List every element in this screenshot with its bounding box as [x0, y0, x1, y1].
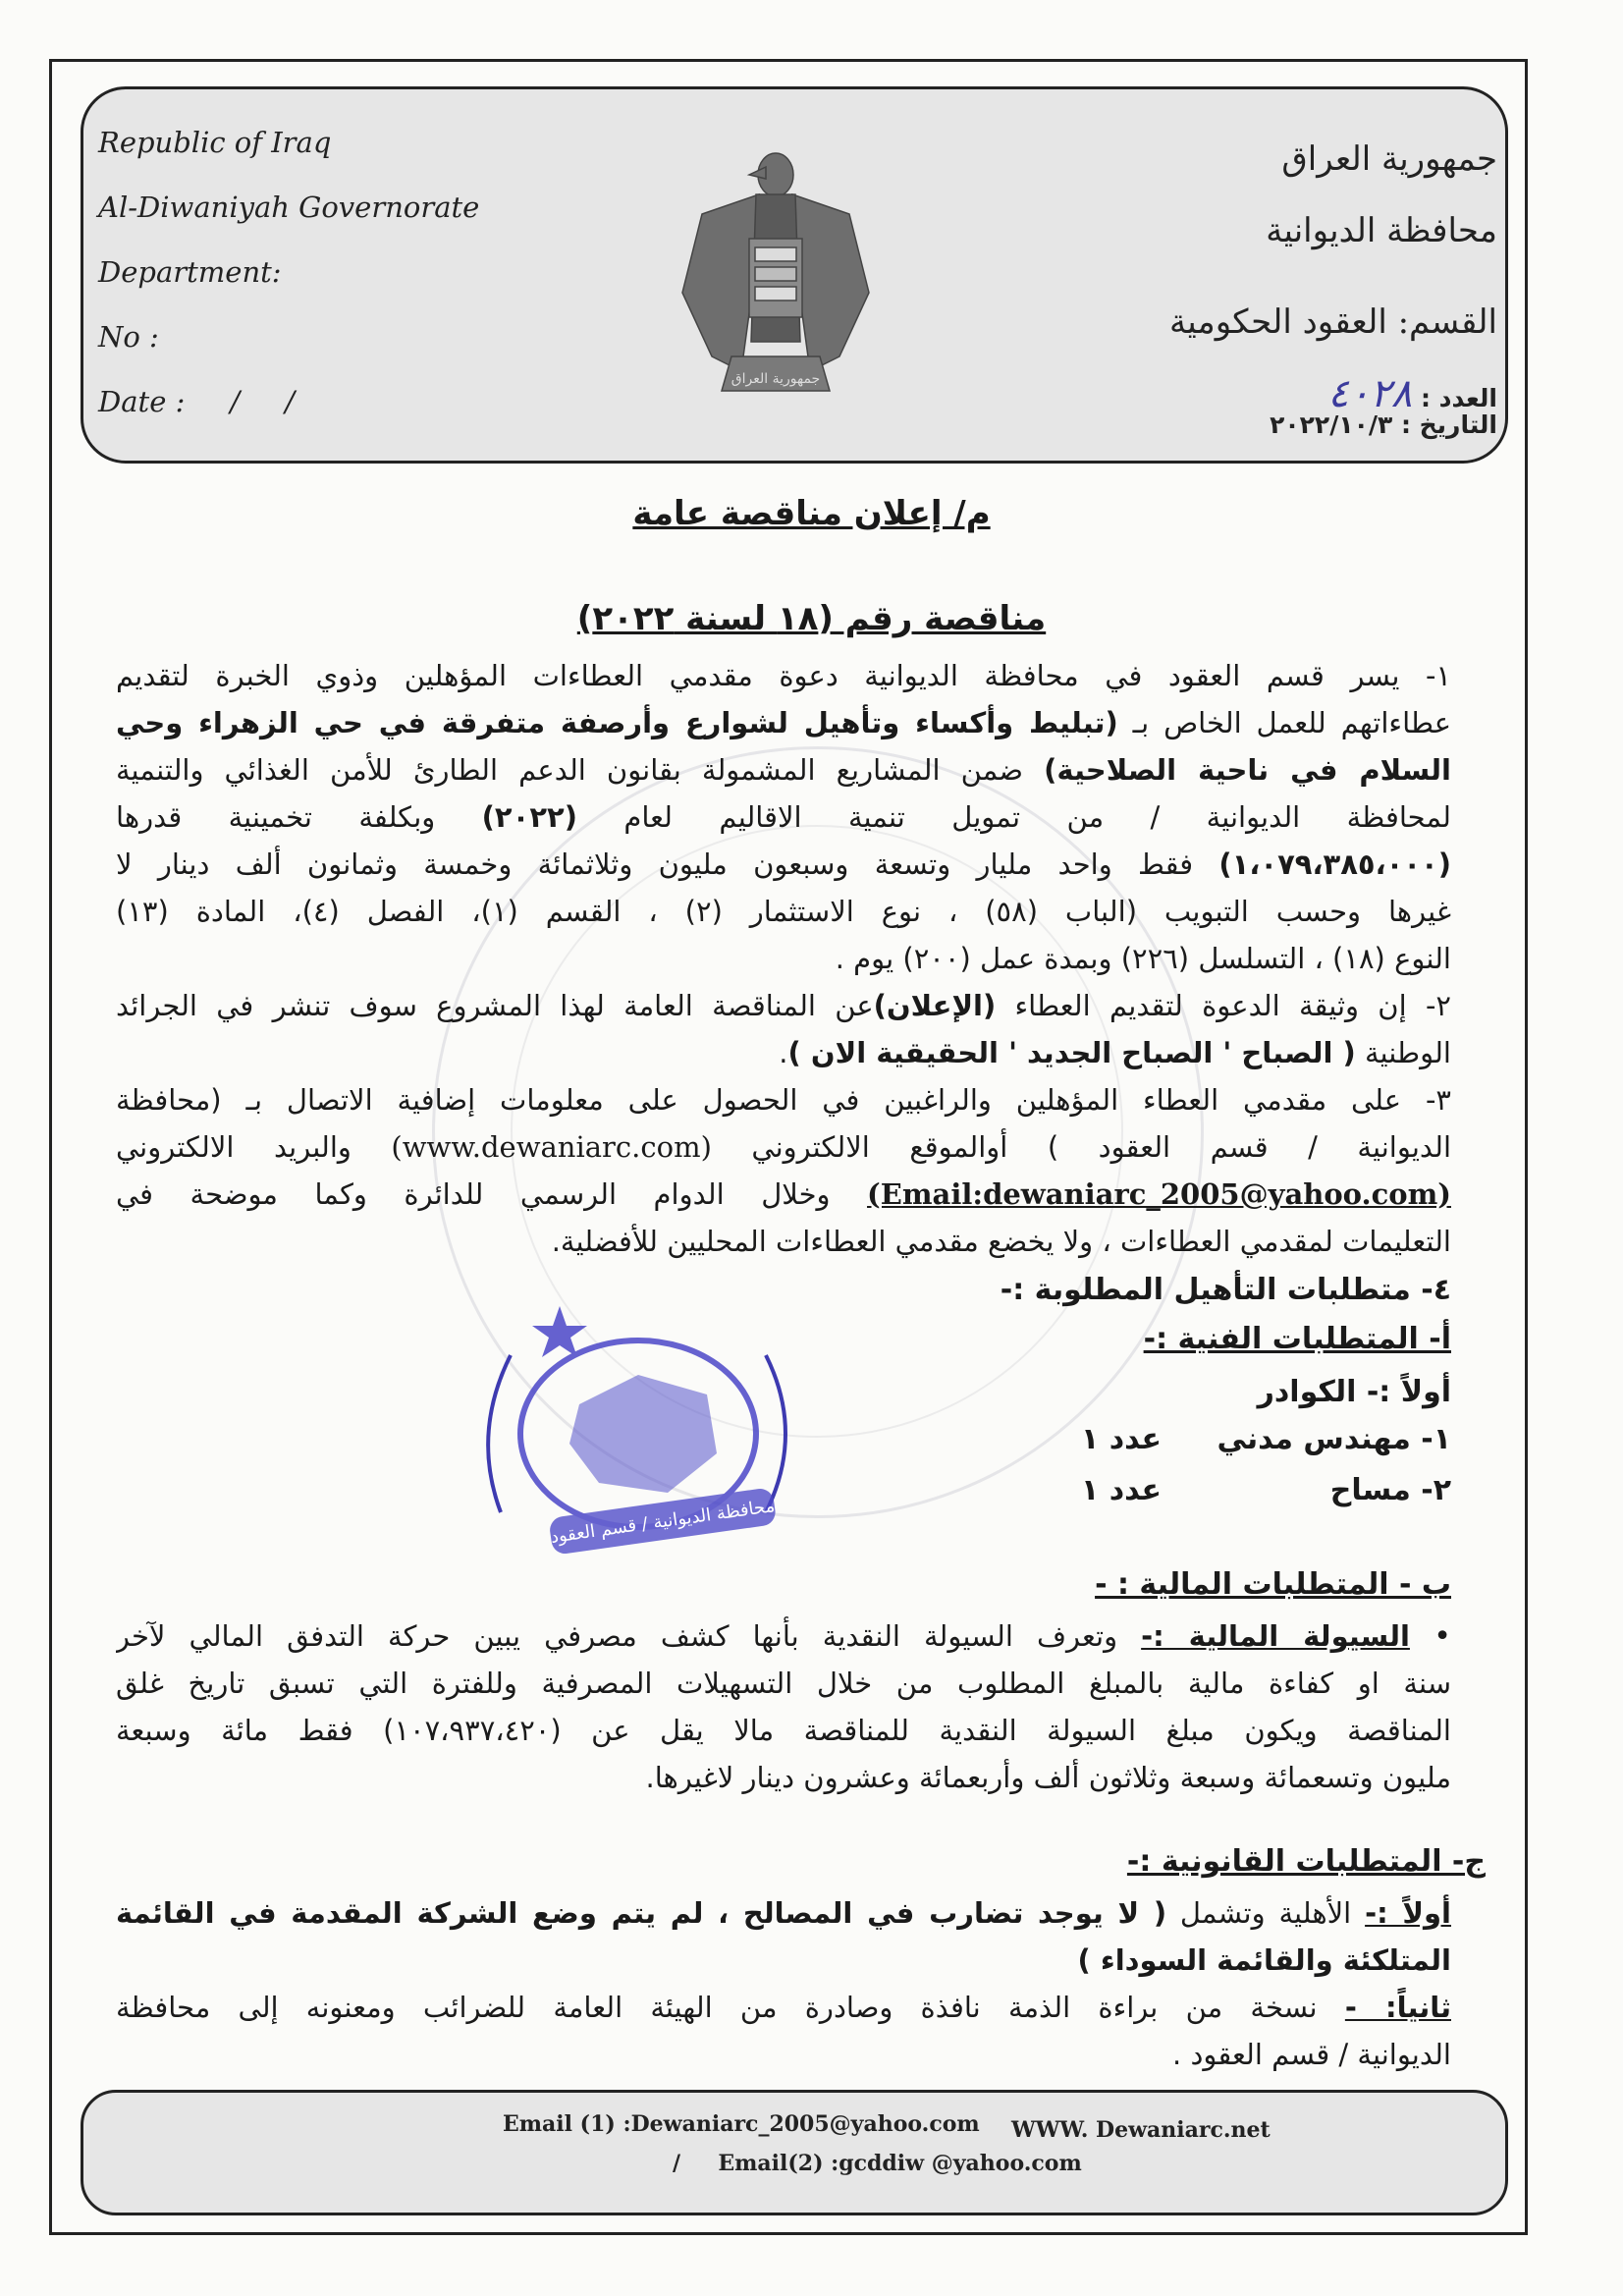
header-date-value: ٢٠٢٢/١٠/٣: [1270, 410, 1393, 439]
s2-line2: [116, 1033, 1451, 1072]
s4-cadres-heading: أولاً :- الكوادر: [1257, 1375, 1451, 1409]
liquidity-label: السيولة المالية :-: [1141, 1619, 1410, 1653]
s1-line3: [116, 750, 1451, 790]
header-number-value: ٤٠٢٨: [1327, 371, 1413, 416]
s1-line5: [116, 845, 1451, 884]
header-date-en: Date : / /: [98, 385, 296, 418]
s1-line2: [116, 703, 1451, 742]
official-stamp-icon: [442, 1286, 835, 1581]
cadre-1-name: ١- مهندس مدني: [1217, 1422, 1451, 1456]
liquidity-line2: سنة او كفاءة مالية بالمبلغ المطلوب من خلال التسهيلات المصرفية وللفترة التي تسبق تاريخ غلق: [116, 1667, 1451, 1700]
footer-email2: / Email(2) :gcddiw @yahoo.com: [673, 2151, 1082, 2176]
s3-line4: التعليمات لمقدمي العطاءات ، ولا يخضع مقدمي العطاءات المحليين للأفضلية.: [551, 1225, 1451, 1258]
s1-line4-plain: لمحافظة الديوانية / من تمويل تنمية الاقاليم لعام: [577, 800, 1451, 834]
s1-year: (٢٠٢٢): [481, 800, 577, 834]
liquidity-line4: مليون وتسعمائة وسبعة وثلاثون ألف وأربعمائة وعشرون دينار لاغيرها.: [645, 1761, 1451, 1794]
legal-second-line2: الديوانية / قسم العقود .: [1172, 2038, 1451, 2071]
legal-first-bold: ( لا يوجد تضارب في المصالح ، لم يتم وضع الشركة المقدمة في القائمة: [116, 1896, 1167, 1930]
footer-website: WWW. Dewaniarc.net: [1011, 2117, 1271, 2143]
s3-website: (www.dewaniarc.com): [391, 1130, 712, 1164]
s4-legal-heading: ج- المتطلبات القانونية :-: [1126, 1844, 1486, 1879]
legal-first-line1: [116, 1893, 1451, 1933]
s2-newspapers: ( الصباح ' الصباح الجديد ' الحقيقية الان ): [787, 1036, 1356, 1069]
s1-project-location: السلام في ناحية الصلاحية): [1044, 753, 1451, 787]
header-date-label: التاريخ :: [1400, 410, 1497, 439]
stamp-text: محافظة الديوانية / قسم العقود: [549, 1496, 777, 1548]
s2-line1-plain: ٢- إن وثيقة الدعوة لتقديم العطاء: [996, 989, 1451, 1022]
header-number-en: No :: [98, 320, 159, 354]
s1-line4-tail: وبكلفة تخمينية قدرها: [116, 800, 482, 834]
s3-line2: [116, 1127, 1451, 1167]
header-country-en: Republic of Iraq: [98, 126, 332, 159]
tender-number: مناقصة رقم (١٨ لسنة ٢٠٢٢): [576, 599, 1047, 638]
legal-first-label: أولاً :-: [1365, 1896, 1451, 1930]
s1-line5-plain: فقط واحد مليار وتسعة وسبعون مليون وثلاثمائة وخمسة وثمانون ألف دينار لا: [116, 847, 1219, 881]
s3-line2-tail: والبريد الالكتروني: [116, 1130, 392, 1164]
s3-line3: [116, 1175, 1451, 1214]
s1-estimated-cost: (١،٠٧٩،٣٨٥،٠٠٠): [1218, 847, 1451, 881]
s3-line1: ٣- على مقدمي العطاء المؤهلين والراغبين في الحصول على معلومات إضافية الاتصال بـ (محافظة: [116, 1083, 1451, 1117]
s3-email: (Email:dewaniarc_2005@yahoo.com): [867, 1177, 1451, 1211]
legal-first-plain: الأهلية وتشمل: [1166, 1896, 1366, 1930]
header-country-ar: جمهورية العراق: [1281, 139, 1497, 179]
iraq-emblem-icon: [673, 145, 879, 410]
s1-project-name: (تبليط وأكساء وتأهيل لشوارع وأرصفة متفرقة في حي الزهراء وحي: [116, 706, 1118, 739]
footer-email1: Email (1) :Dewaniarc_2005@yahoo.com: [503, 2111, 980, 2137]
bullet-icon: •: [1409, 1619, 1451, 1654]
s4-technical-heading: أ- المتطلبات الفنية :-: [1143, 1322, 1451, 1356]
liquidity-line1-plain: وتعرف السيولة النقدية بأنها كشف مصرفي يبين حركة التدفق المالي لآخر: [116, 1619, 1142, 1653]
header-department-en: Department:: [98, 255, 282, 289]
emblem-caption: جمهورية العراق: [730, 371, 821, 387]
s2-line2-tail: .: [779, 1036, 788, 1069]
s1-line4: [116, 797, 1451, 837]
cadre-1-count: عدد ١: [1081, 1422, 1162, 1456]
s3-line2-plain: الديوانية / قسم العقود ) أوالموقع الالكتروني: [711, 1130, 1451, 1164]
s1-line7: النوع (١٨) ، التسلسل (٢٢٦) وبمدة عمل (٢٠٠) يوم .: [835, 942, 1451, 975]
s2-line1-tail: عن المناقصة العامة لهذا المشروع سوف تنشر في الجرائد: [116, 989, 874, 1022]
legal-second-label: ثانياً: -: [1344, 1991, 1451, 2024]
s4-heading: ٤- متطلبات التأهيل المطلوبة :-: [1000, 1273, 1451, 1307]
s4-financial-heading: ب - المتطلبات المالية : -: [1095, 1567, 1451, 1602]
header-date-ar: [1270, 410, 1497, 439]
header-governorate-ar: محافظة الديوانية: [1266, 211, 1497, 250]
s2-announcement: (الإعلان): [873, 989, 997, 1022]
announcement-title: م/ إعلان مناقصة عامة: [632, 494, 991, 533]
s2-line1: [116, 986, 1451, 1025]
cadre-2-count: عدد ١: [1081, 1473, 1162, 1507]
s1-line1: ١- يسر قسم العقود في محافظة الديوانية دعوة مقدمي العطاءات المؤهلين وذوي الخبرة لتقديم: [116, 659, 1451, 692]
s1-line3-plain: ضمن المشاريع المشمولة بقانون الدعم الطارئ للأمن الغذائي والتنمية: [116, 753, 1045, 787]
legal-second-plain: نسخة من براءة الذمة نافذة وصادرة من الهيئة العامة للضرائب ومعنونه إلى محافظة: [116, 1991, 1345, 2024]
s2-line2-plain: الوطنية: [1355, 1036, 1451, 1069]
liquidity-line1: [116, 1616, 1451, 1657]
legal-first-line2: المتلكئة والقائمة السوداء ): [1077, 1943, 1451, 1977]
s3-line3-plain: وخلال الدوام الرسمي للدائرة وكما موضحة في: [116, 1177, 868, 1211]
legal-second-line1: [116, 1988, 1451, 2027]
cadre-2-name: ٢- مساح: [1329, 1473, 1451, 1507]
liquidity-line3: المناقصة ويكون مبلغ السيولة النقدية للمناقصة مالا يقل عن (١٠٧،٩٣٧،٤٢٠) فقط مائة وسبعة: [116, 1714, 1451, 1747]
header-number-label: العدد :: [1420, 384, 1497, 412]
s1-line6: غيرها وحسب التبويب (الباب (٥٨) ، نوع الاستثمار (٢) ، القسم (١)، الفصل (٤)، المادة (١٣): [116, 895, 1451, 928]
header-department-ar: القسم: العقود الحكومية: [1169, 302, 1497, 342]
s1-line2-plain: عطاءاتهم للعمل الخاص بـ: [1117, 706, 1451, 739]
header-governorate-en: Al-Diwaniyah Governorate: [98, 191, 480, 224]
